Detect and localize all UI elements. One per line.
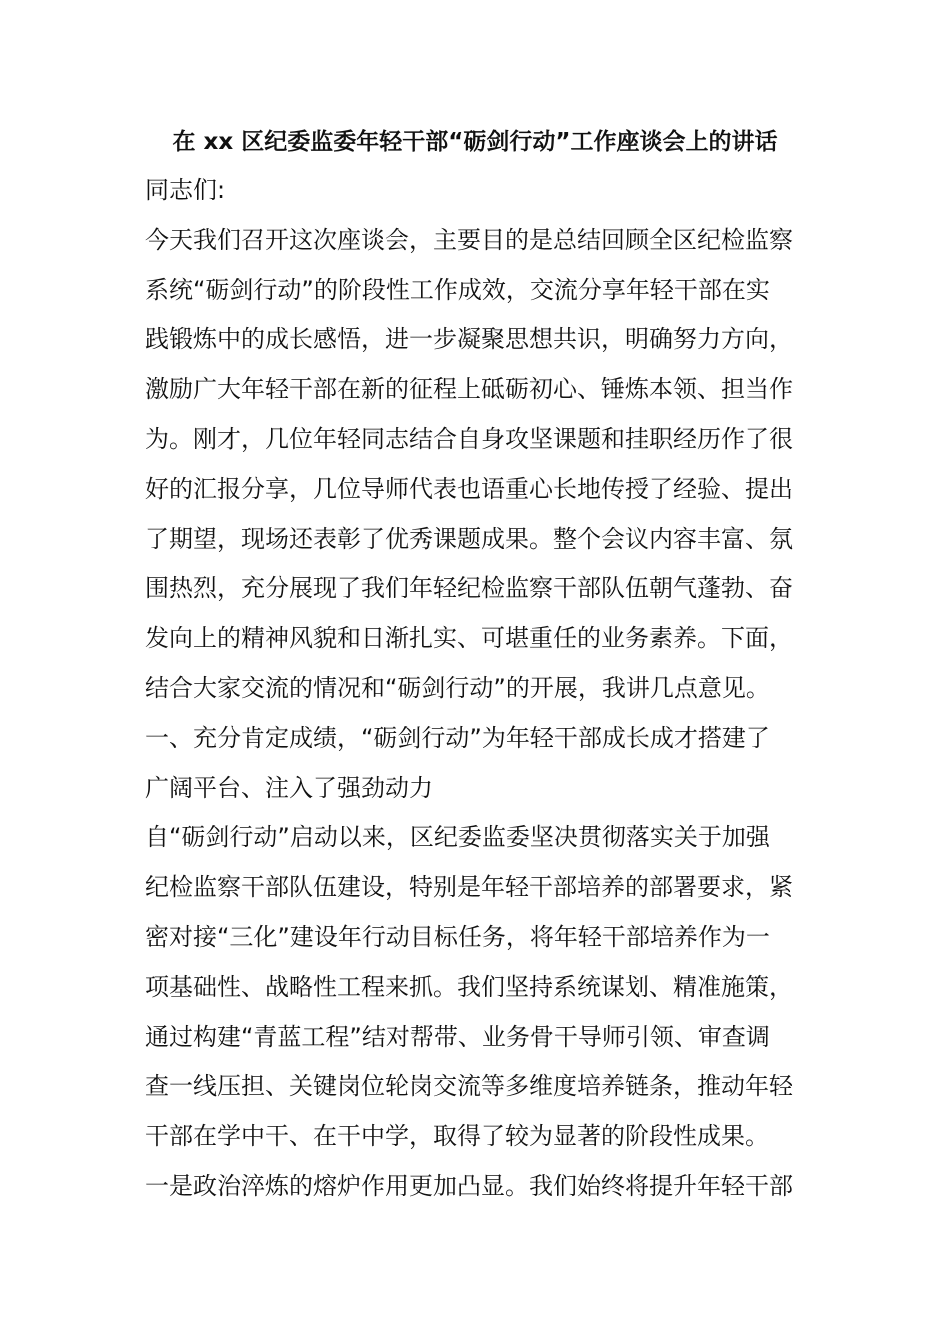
text-line: 好的汇报分享，几位导师代表也语重心长地传授了经验、提出 [145, 474, 793, 503]
text-line: 查一线压担、关键岗位轮岗交流等多维度培养链条，推动年轻 [145, 1072, 793, 1101]
document-body [145, 166, 807, 1212]
text-line: 了期望，现场还表彰了优秀课题成果。整个会议内容丰富、氛 [145, 524, 793, 553]
text-line: 践锻炼中的成长感悟，进一步凝聚思想共识，明确努力方向， [145, 325, 793, 354]
text-line: 一是政治淬炼的熔炉作用更加凸显。我们始终将提升年轻干部 [145, 1171, 793, 1200]
text-line: 激励广大年轻干部在新的征程上砥砺初心、锤炼本领、担当作 [145, 375, 793, 404]
text-line: 为。刚才，几位年轻同志结合自身攻坚课题和挂职经历作了很 [145, 424, 793, 453]
text-line: 系统“砺剑行动”的阶段性工作成效，交流分享年轻干部在实 [145, 275, 770, 304]
text-line: 项基础性、战略性工程来抓。我们坚持系统谋划、精准施策， [145, 972, 793, 1001]
document-title: 在 xx 区纪委监委年轻干部“砺剑行动”工作座谈会上的讲话 [172, 129, 778, 155]
text-line: 今天我们召开这次座谈会，主要目的是总结回顾全区纪检监察 [145, 225, 793, 254]
text-line: 同志们: [145, 176, 226, 204]
text-line: 通过构建“青蓝工程”结对帮带、业务骨干导师引领、审查调 [145, 1022, 770, 1051]
text-line: 干部在学中干、在干中学，取得了较为显著的阶段性成果。 [145, 1122, 769, 1151]
text-line: 纪检监察干部队伍建设，特别是年轻干部培养的部署要求，紧 [145, 873, 793, 902]
text-line: 密对接“三化”建设年行动目标任务，将年轻干部培养作为一 [145, 922, 770, 951]
section-heading-line: 广阔平台、注入了强劲动力 [145, 773, 433, 802]
text-line: 自“砺剑行动”启动以来，区纪委监委坚决贯彻落实关于加强 [145, 823, 770, 852]
text-line: 围热烈，充分展现了我们年轻纪检监察干部队伍朝气蓬勃、奋 [145, 574, 793, 603]
text-line: 发向上的精神风貌和日渐扎实、可堪重任的业务素养。下面， [145, 624, 793, 653]
section-heading-line: 一、充分肯定成绩，“砺剑行动”为年轻干部成长成才搭建了 [145, 723, 770, 752]
text-line: 结合大家交流的情况和“砺剑行动”的开展，我讲几点意见。 [145, 673, 770, 702]
